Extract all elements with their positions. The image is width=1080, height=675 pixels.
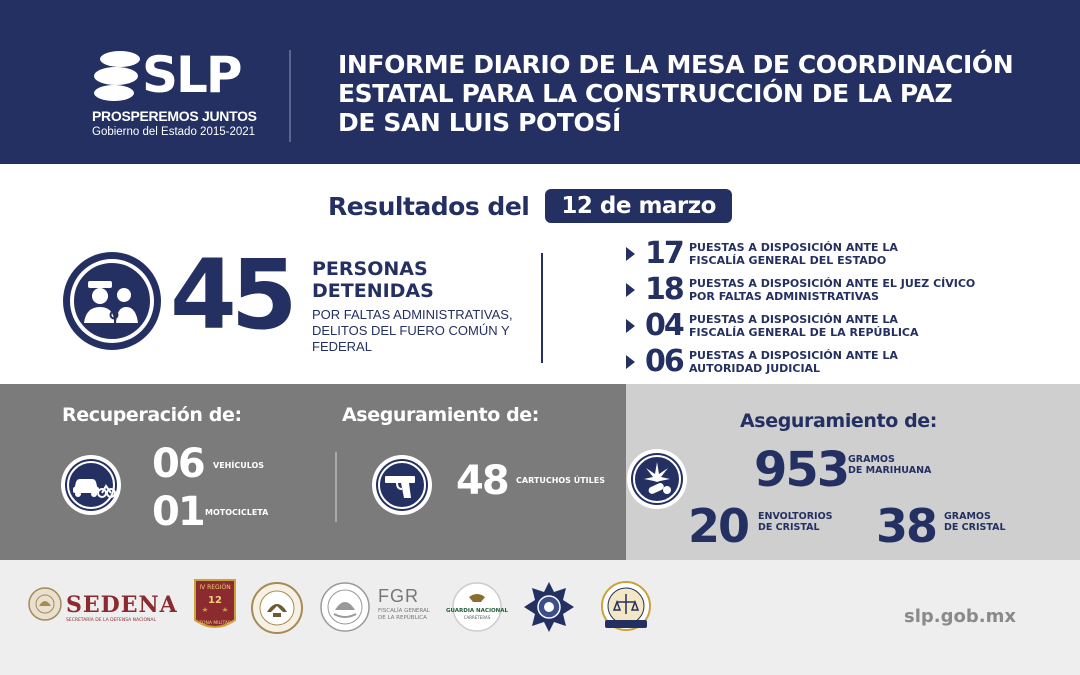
crystal-grams-label: GRAMOS DE CRISTAL bbox=[944, 511, 1006, 533]
mexico-shield-icon bbox=[320, 582, 370, 632]
puesta-item bbox=[626, 236, 1026, 272]
pebbles-logo-icon bbox=[92, 50, 144, 102]
sedena-logo-text: SEDENA bbox=[66, 592, 178, 618]
region-subtitle: ZONA MILITAR bbox=[198, 621, 232, 626]
header-divider bbox=[289, 50, 291, 142]
arrow-right-icon bbox=[626, 247, 635, 261]
logo-text: SLP bbox=[142, 46, 241, 104]
slp-logo bbox=[88, 44, 258, 144]
police-star-badge-icon bbox=[522, 580, 576, 634]
arrow-right-icon bbox=[626, 283, 635, 297]
results-label: Resultados del bbox=[328, 191, 530, 221]
marijuana-label: GRAMOS DE MARIHUANA bbox=[848, 454, 932, 476]
guardia-nacional-badge-icon bbox=[445, 582, 509, 632]
puesta-number: 04 bbox=[645, 308, 683, 343]
puesta-item bbox=[626, 344, 1026, 380]
fgr-logo-text: FGR bbox=[378, 586, 419, 606]
slogan: PROSPEREMOS JUNTOS bbox=[92, 108, 257, 124]
government-period: Gobierno del Estado 2015-2021 bbox=[92, 126, 256, 138]
motorcycles-label: MOTOCICLETA bbox=[205, 508, 269, 517]
recovery-heading: Recuperación de: bbox=[62, 404, 242, 426]
detained-divider bbox=[541, 253, 543, 363]
arrow-right-icon bbox=[626, 355, 635, 369]
crystal-grams-count: 38 bbox=[876, 499, 937, 553]
crystal-wraps-label: ENVOLTORIOS DE CRISTAL bbox=[758, 511, 833, 533]
mexico-seal-icon bbox=[28, 587, 62, 621]
military-region-badge-icon bbox=[193, 578, 237, 634]
weapons-seizure-heading: Aseguramiento de: bbox=[342, 404, 539, 426]
puesta-text: PUESTAS A DISPOSICIÓN ANTE LA AUTORIDAD JUDICIAL bbox=[689, 349, 898, 375]
detained-count: 45 bbox=[170, 239, 292, 351]
website-link[interactable]: slp.gob.mx bbox=[904, 606, 1016, 627]
judicial-power-seal-icon bbox=[597, 580, 655, 634]
puesta-text: PUESTAS A DISPOSICIÓN ANTE LA FISCALÍA GENERAL DEL ESTADO bbox=[689, 241, 898, 267]
region-text: IV REGIÓN bbox=[199, 584, 231, 591]
guardia-subtitle: CARRETERAS bbox=[463, 615, 491, 620]
results-date-badge: 12 de marzo bbox=[545, 189, 732, 223]
vehicle-icon bbox=[60, 454, 122, 516]
cartridges-count: 48 bbox=[456, 458, 508, 504]
navy-seal-icon bbox=[251, 582, 303, 634]
title-line-3: DE SAN LUIS POTOSÍ bbox=[338, 108, 621, 137]
results-banner bbox=[328, 186, 732, 226]
detained-title-line-2: DETENIDAS bbox=[312, 280, 434, 302]
motorcycles-count: 01 bbox=[152, 489, 204, 535]
detained-subtitle: POR FALTAS ADMINISTRATIVAS, DELITOS DEL FUERO COMÚN Y FEDERAL bbox=[312, 307, 513, 354]
puesta-number: 06 bbox=[645, 344, 683, 379]
marijuana-count: 953 bbox=[754, 442, 849, 498]
header-banner bbox=[0, 0, 1080, 164]
guardia-text: GUARDIA NACIONAL bbox=[445, 608, 509, 614]
detained-title bbox=[312, 258, 434, 302]
fgr-subtitle: FISCALÍA GENERAL DE LA REPÚBLICA bbox=[378, 608, 430, 621]
drugs-seizure-heading: Aseguramiento de: bbox=[740, 410, 937, 432]
puestas-list bbox=[626, 236, 1026, 380]
arrow-right-icon bbox=[626, 319, 635, 333]
puesta-item bbox=[626, 308, 1026, 344]
crystal-wraps-count: 20 bbox=[688, 499, 749, 553]
vehicles-count: 06 bbox=[152, 441, 204, 487]
arrested-person-icon bbox=[60, 249, 164, 353]
puesta-number: 18 bbox=[645, 272, 683, 307]
vehicles-label: VEHÍCULOS bbox=[213, 461, 265, 470]
detained-title-line-1: PERSONAS bbox=[312, 258, 428, 280]
region-number: 12 bbox=[208, 595, 222, 606]
puesta-text: PUESTAS A DISPOSICIÓN ANTE EL JUEZ CÍVICO POR FALTAS ADMINISTRATIVAS bbox=[689, 277, 976, 303]
drugs-icon bbox=[626, 448, 688, 510]
cartridges-label: CARTUCHOS ÚTILES bbox=[516, 476, 605, 485]
gun-icon bbox=[371, 454, 433, 516]
recovery-divider bbox=[335, 452, 337, 522]
puesta-text: PUESTAS A DISPOSICIÓN ANTE LA FISCALÍA GENERAL DE LA REPÚBLICA bbox=[689, 313, 919, 339]
puesta-item bbox=[626, 272, 1026, 308]
footer-logos bbox=[0, 560, 1080, 675]
sedena-subtitle: SECRETARÍA DE LA DEFENSA NACIONAL bbox=[66, 618, 156, 623]
title-line-1: INFORME DIARIO DE LA MESA DE COORDINACIÓN bbox=[338, 50, 1014, 79]
title-line-2: ESTATAL PARA LA CONSTRUCCIÓN DE LA PAZ bbox=[338, 79, 953, 108]
puesta-number: 17 bbox=[645, 236, 683, 271]
report-title bbox=[338, 50, 1038, 137]
